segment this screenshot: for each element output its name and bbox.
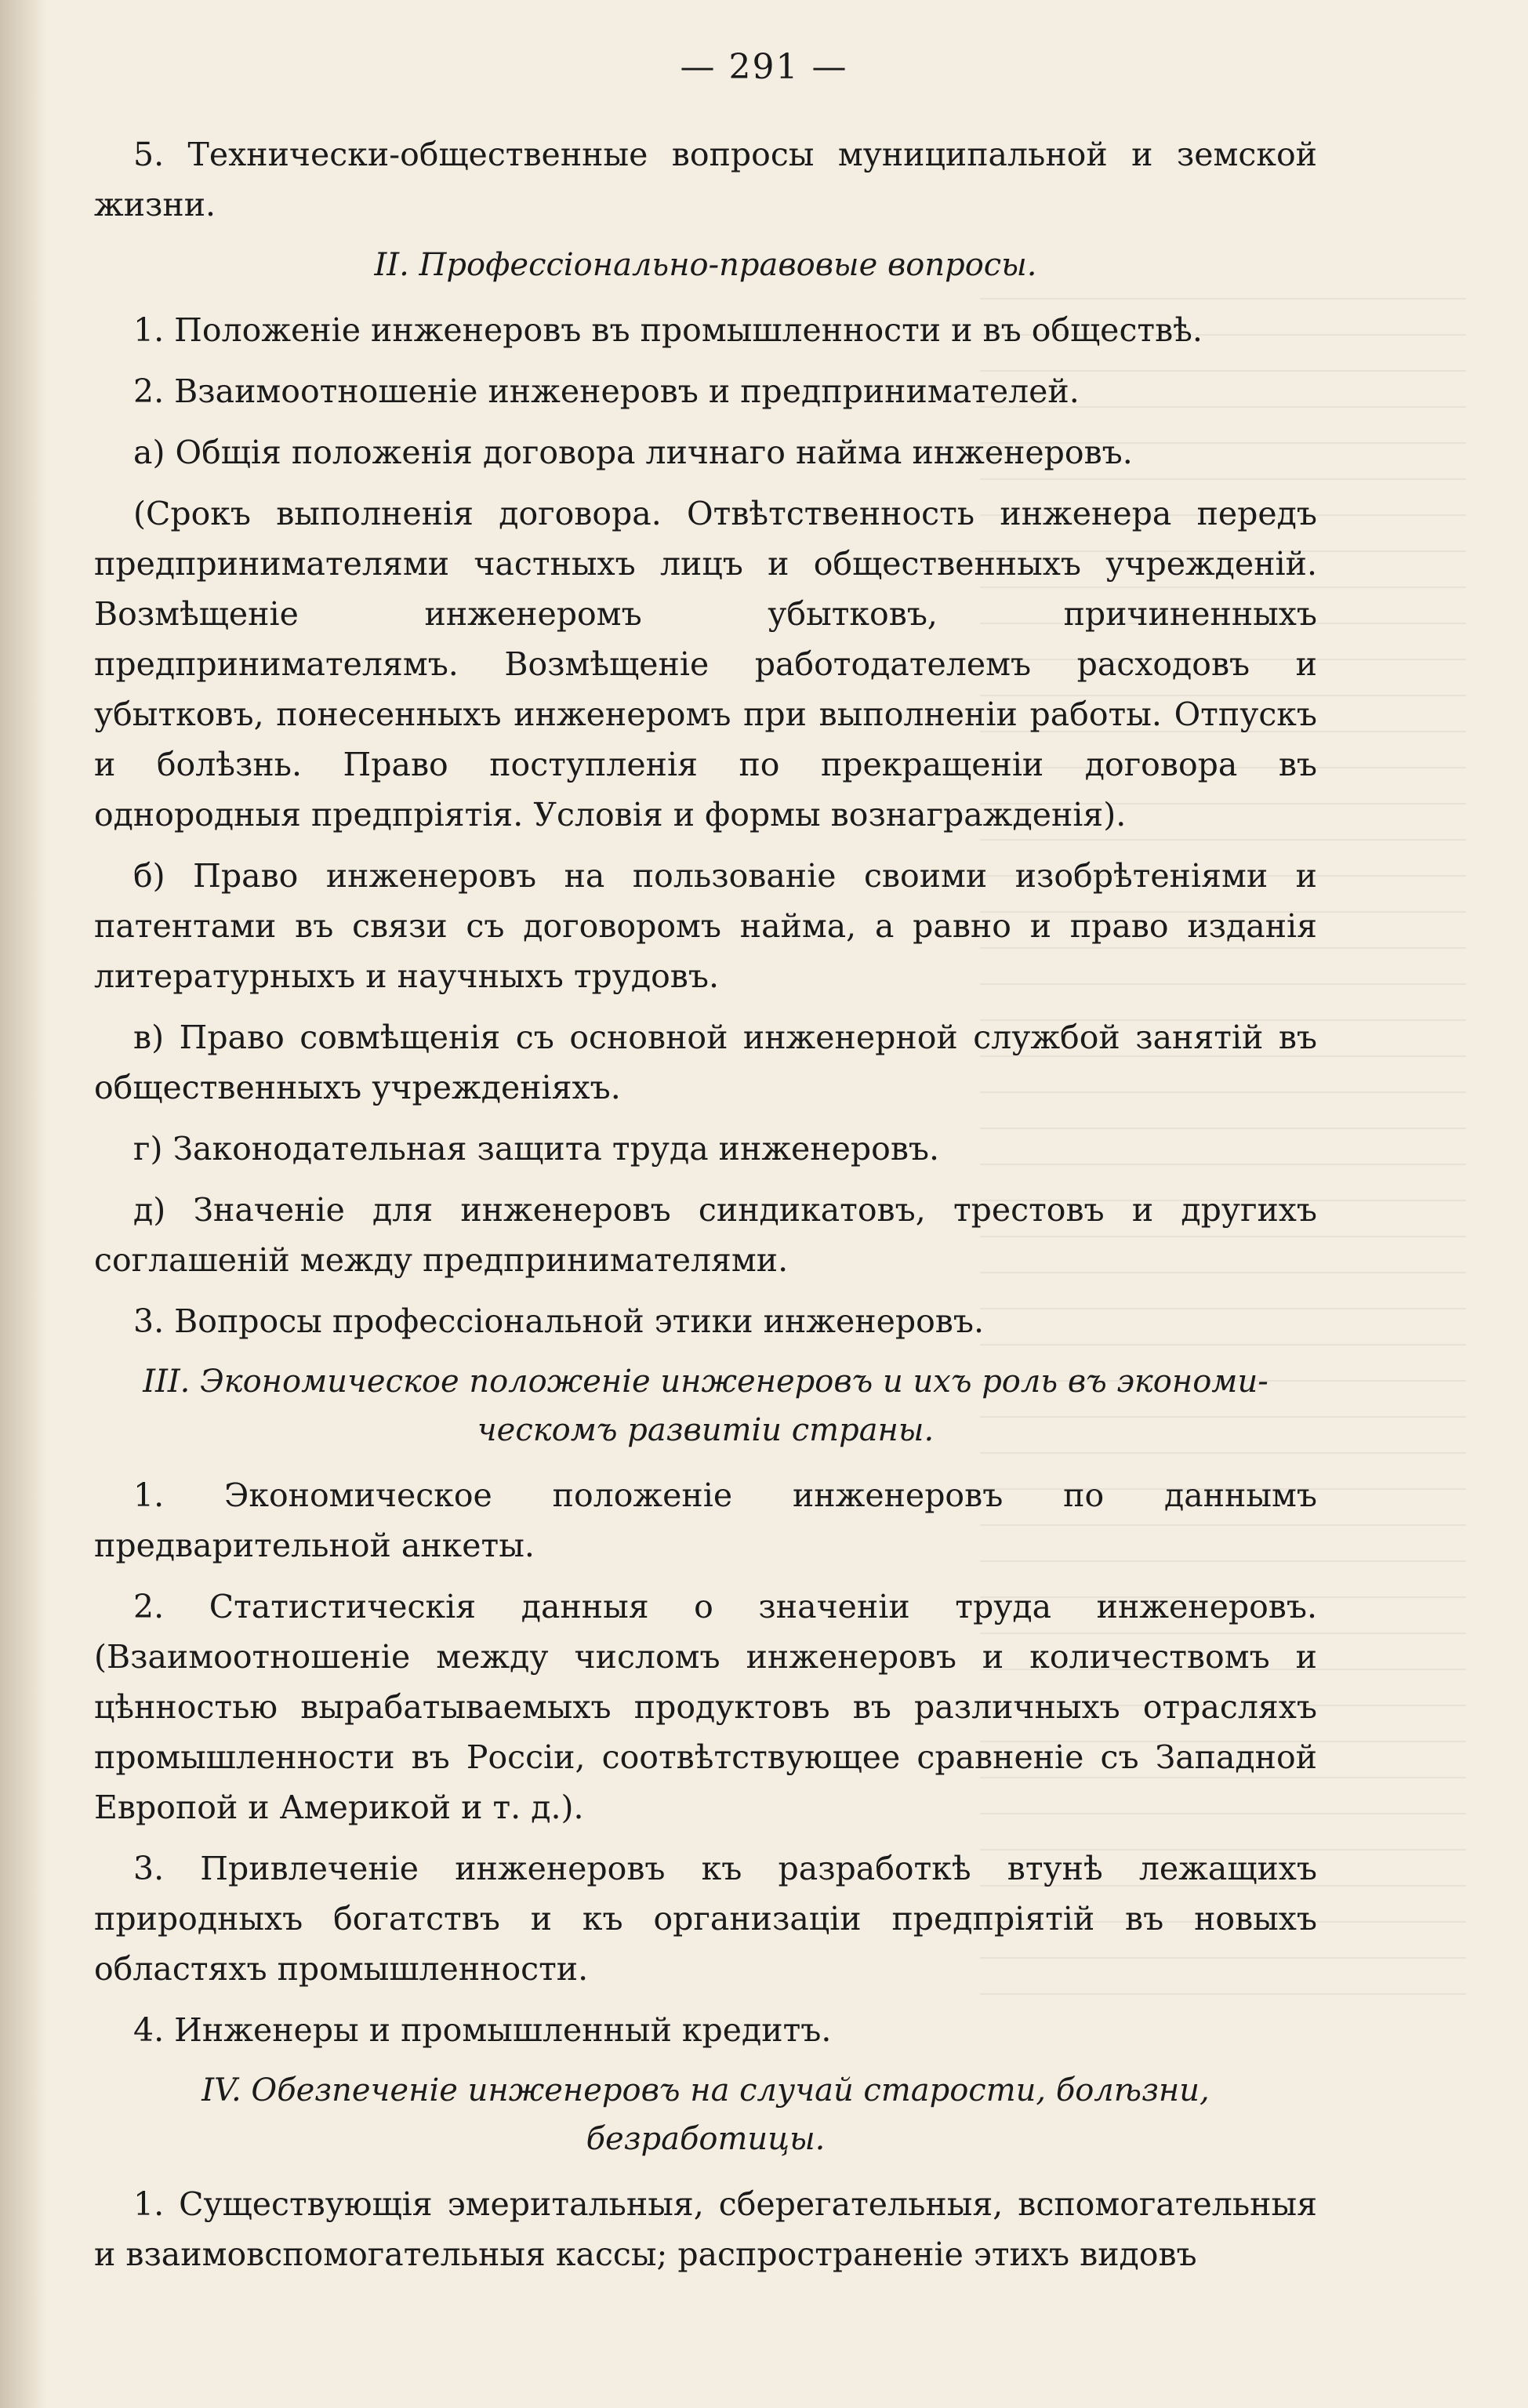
section-iii-heading-line-1: III. Экономическое положеніе инженеровъ и ихъ роль въ экономи-	[143, 1364, 1268, 1400]
section-iii-item-2: 2. Статистическія данныя о значеніи труда инженеровъ. (Взаимоотношеніе между числомъ инженеровъ и количествомъ и цѣнностью вырабатываемыхъ продуктовъ въ различныхъ отрасляхъ промышленности въ Россіи, соотвѣтствующее сравненіе съ Западной Европой и Америкой и т. д.).	[94, 1588, 1317, 1826]
section-ii-item-1: 1. Положеніе инженеровъ въ промышленности и въ обществѣ.	[133, 311, 1203, 349]
section-iii-heading	[94, 1357, 1317, 1455]
section-ii-heading: II. Профессіонально-правовые вопросы.	[374, 247, 1037, 283]
section-ii-item-d: д) Значеніе для инженеровъ синдикатовъ, трестовъ и другихъ соглашеній между предпринимателями.	[94, 1191, 1317, 1279]
section-iii-item-1: 1. Экономическое положеніе инженеровъ по даннымъ предварительной анкеты.	[94, 1476, 1317, 1564]
section-ii-item-g: г) Законодательная защита труда инженеровъ.	[133, 1130, 940, 1168]
page-spine-shadow	[0, 0, 47, 2408]
section-ii-item-3: 3. Вопросы профессіональной этики инженеровъ.	[133, 1302, 984, 1340]
page-body	[94, 129, 1317, 2290]
section-ii-item-a: а) Общія положенія договора личнаго найма инженеровъ.	[133, 434, 1133, 471]
section-iii-item-3: 3. Привлеченіе инженеровъ къ разработкѣ втунѣ лежащихъ природныхъ богатствъ и къ организаціи предпріятій въ новыхъ областяхъ промышленности.	[94, 1850, 1317, 1988]
section-iii-heading-line-2: ческомъ развитіи страны.	[477, 1412, 935, 1448]
section-ii-item-v: в) Право совмѣщенія съ основной инженерной службой занятій въ общественныхъ учрежденіяхъ.	[94, 1019, 1317, 1106]
section-iv-item-1: 1. Существующія эмеритальныя, сберегательныя, вспомогательныя и взаимовспомогательныя кассы; распространеніе этихъ видовъ	[94, 2185, 1317, 2273]
section-iv-heading: IV. Обезпеченіе инженеровъ на случай старости, болѣзни, безработицы.	[201, 2072, 1210, 2157]
page-number: — 291 —	[680, 47, 848, 87]
section-ii-item-a-detail: (Срокъ выполненія договора. Отвѣтственность инженера передъ предпринимателями частныхъ лицъ и общественныхъ учрежденій. Возмѣщеніе инженеромъ убытковъ, причиненныхъ предпринимателямъ. Возмѣщеніе работодателемъ расходовъ и убытковъ, понесенныхъ инженеромъ при выполненіи работы. Отпускъ и болѣзнь. Право поступленія по прекращеніи договора въ однородныя предпріятія. Условія и формы вознагражденія).	[94, 495, 1317, 834]
section-ii-item-2: 2. Взаимоотношеніе инженеровъ и предпринимателей.	[133, 372, 1080, 410]
section-i-item-5: 5. Технически-общественные вопросы муниципальной и земской жизни.	[94, 136, 1317, 223]
section-ii-item-b: б) Право инженеровъ на пользованіе своими изобрѣтеніями и патентами въ связи съ договоромъ найма, а равно и право изданія литературныхъ и научныхъ трудовъ.	[94, 857, 1317, 995]
section-iii-item-4: 4. Инженеры и промышленный кредитъ.	[133, 2011, 832, 2049]
